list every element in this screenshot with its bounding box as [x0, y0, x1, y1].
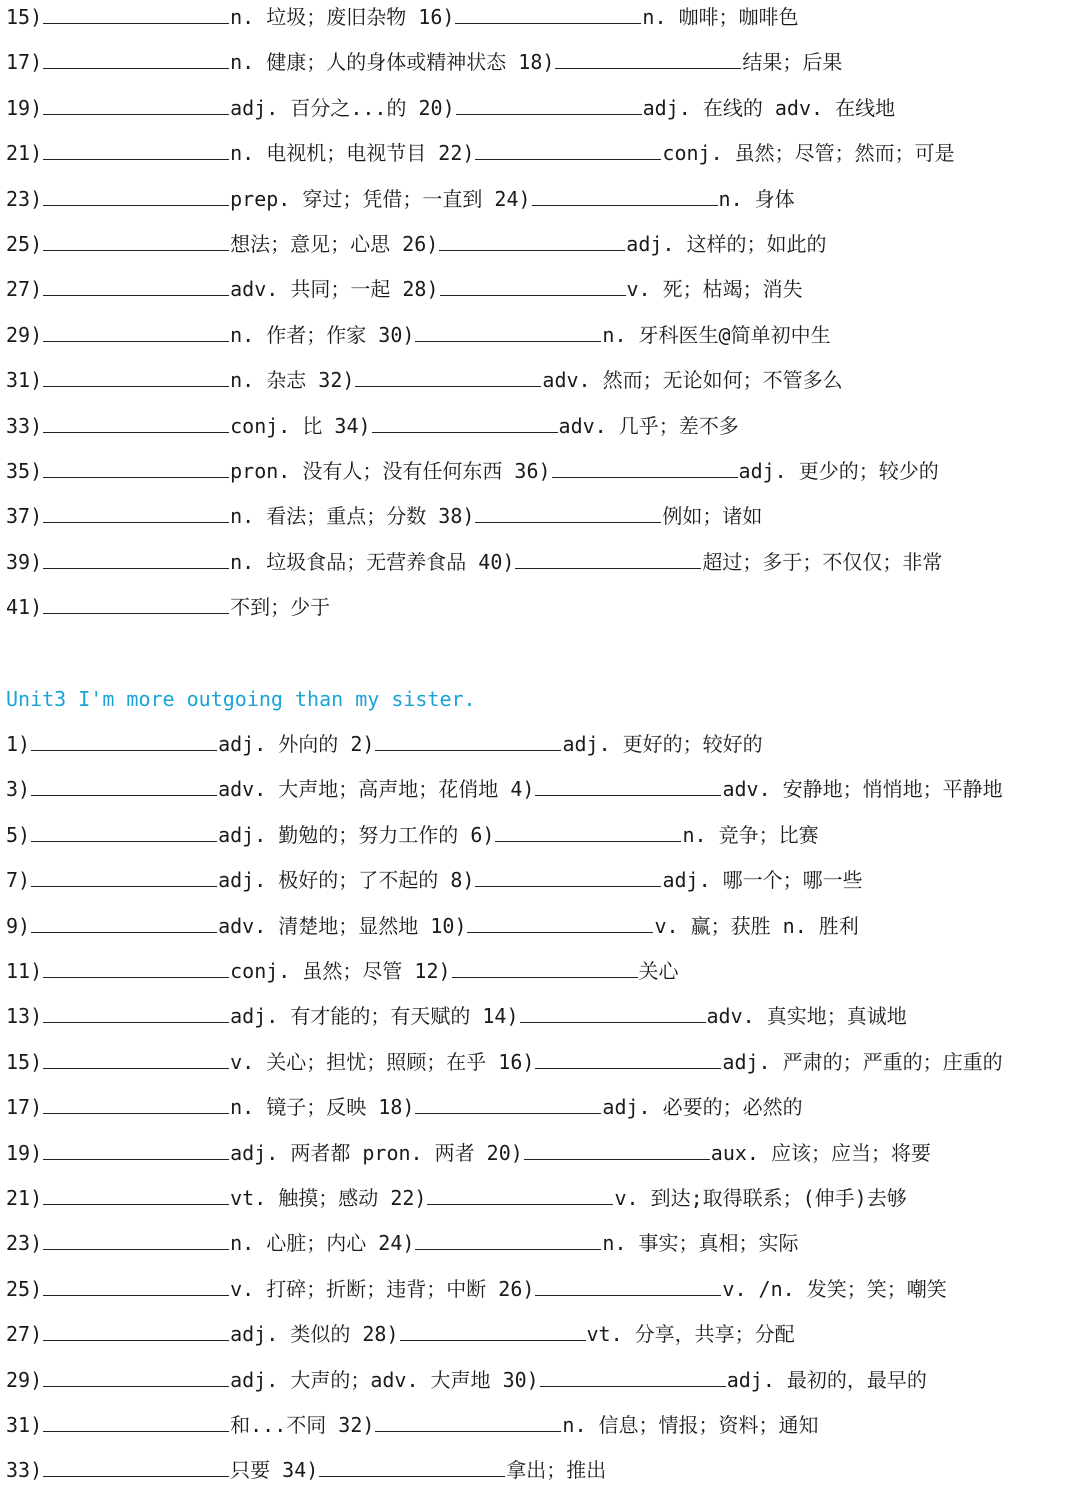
item-number: 24): [378, 1231, 415, 1256]
answer-blank[interactable]: [43, 1409, 229, 1432]
answer-blank[interactable]: [535, 1273, 721, 1296]
definition-text: 想法；意见；心思: [230, 232, 391, 256]
item-number: 7): [6, 868, 31, 893]
item-number: 26): [498, 1276, 535, 1301]
item-number: 29): [6, 1367, 43, 1392]
definition-text: n. 健康；人的身体或精神状态: [230, 50, 507, 75]
vocab-item: [510, 777, 1002, 801]
answer-blank[interactable]: [43, 546, 229, 569]
vocab-item: [6, 1186, 378, 1210]
answer-blank[interactable]: [31, 864, 217, 887]
vocab-item: [6, 141, 426, 165]
answer-blank[interactable]: [43, 46, 229, 69]
definition-text: n. 镜子；反映: [230, 1095, 367, 1120]
answer-blank[interactable]: [43, 228, 229, 251]
item-number: 19): [6, 1140, 43, 1165]
definition-text: adj. 百分之...的: [230, 95, 407, 120]
item-number: 36): [514, 459, 551, 483]
vocab-item: [6, 777, 498, 801]
vocab-item: [478, 550, 942, 574]
answer-blank[interactable]: [375, 728, 561, 751]
answer-blank[interactable]: [31, 819, 217, 842]
definition-text: adv. 大声地；高声地；花俏地: [218, 777, 499, 802]
definition-text: adj. 最初的，最早的: [726, 1367, 927, 1392]
vocab-row: [6, 499, 762, 533]
item-number: 25): [6, 1276, 43, 1301]
definition-text: 结果；后果: [742, 50, 843, 75]
definition-text: conj. 虽然；尽管: [230, 959, 403, 983]
definition-text: adj. 极好的；了不起的: [218, 868, 439, 893]
definition-text: adj. 有才能的；有天赋的: [230, 1004, 471, 1029]
item-number: 3): [6, 777, 31, 802]
definition-text: n. 咖啡；咖啡色: [642, 5, 799, 29]
item-number: 20): [418, 95, 455, 120]
answer-blank[interactable]: [452, 955, 638, 978]
item-number: 26): [402, 232, 439, 256]
vocab-item: [390, 1186, 906, 1210]
vocab-item: [418, 5, 798, 29]
item-number: 10): [430, 913, 467, 938]
definition-text: v. 打碎；折断；违背；中断: [230, 1276, 487, 1301]
vocab-row: [6, 1408, 819, 1442]
item-number: 11): [6, 959, 43, 983]
answer-blank[interactable]: [467, 910, 653, 933]
definition-text: adv. 真实地；真诚地: [706, 1004, 907, 1029]
answer-blank[interactable]: [475, 500, 661, 523]
vocab-row: [6, 1453, 606, 1487]
definition-text: adj. 更少的；较少的: [738, 459, 939, 483]
definition-text: n. 竞争；比赛: [682, 822, 819, 847]
item-number: 41): [6, 595, 43, 620]
answer-blank[interactable]: [532, 183, 718, 206]
answer-blank[interactable]: [43, 1, 229, 24]
vocab-item: [6, 1095, 366, 1119]
vocab-item: [6, 732, 338, 756]
item-number: 28): [402, 277, 439, 302]
definition-text: adj. 类似的: [230, 1322, 351, 1347]
definition-text: v. 死；枯竭；消失: [626, 277, 803, 302]
definition-text: n. 事实；真相；实际: [602, 1231, 799, 1256]
item-number: 28): [362, 1322, 399, 1347]
item-number: 6): [470, 822, 495, 847]
vocab-item: [378, 323, 830, 347]
answer-blank[interactable]: [535, 1046, 721, 1069]
definition-text: adj. 哪一个；哪一些: [662, 868, 863, 893]
vocab-row: [6, 1090, 803, 1124]
vocab-item: [318, 368, 842, 392]
definition-text: v. 关心；担忧；照顾；在乎: [230, 1049, 487, 1074]
item-number: 1): [6, 732, 31, 756]
answer-blank[interactable]: [427, 1182, 613, 1205]
definition-text: vt. 触摸；感动: [230, 1186, 379, 1210]
vocab-item: [6, 868, 438, 892]
definition-text: vt. 分享，共享；分配: [586, 1322, 795, 1347]
definition-text: adj. 两者都 pron. 两者: [230, 1140, 475, 1165]
vocab-item: [414, 959, 678, 983]
answer-blank[interactable]: [555, 46, 741, 69]
answer-blank[interactable]: [43, 364, 229, 387]
item-number: 30): [378, 322, 415, 347]
item-number: 18): [518, 50, 555, 75]
item-number: 40): [478, 549, 515, 574]
definition-text: adj. 更好的；较好的: [562, 732, 763, 756]
vocab-row: [6, 590, 330, 624]
definition-text: prep. 穿过；凭借；一直到: [230, 186, 483, 211]
item-number: 4): [510, 777, 535, 802]
definition-text: n. 垃圾食品；无营养食品: [230, 549, 467, 574]
answer-blank[interactable]: [43, 1273, 229, 1296]
item-number: 2): [350, 732, 375, 756]
answer-blank[interactable]: [43, 1091, 229, 1114]
vocab-item: [6, 1141, 475, 1165]
vocab-row: [6, 818, 819, 852]
definition-text: 不到；少于: [230, 595, 331, 620]
item-number: 33): [6, 1458, 43, 1483]
definition-text: 关心: [638, 959, 679, 983]
definition-text: 例如；诸如: [662, 504, 763, 529]
answer-blank[interactable]: [415, 1091, 601, 1114]
item-number: 12): [414, 959, 451, 983]
definition-text: v. 赢；获胜 n. 胜利: [654, 913, 859, 938]
vocab-item: [6, 823, 458, 847]
item-number: 13): [6, 1004, 43, 1029]
vocab-item: [419, 96, 896, 120]
answer-blank[interactable]: [319, 1454, 505, 1477]
answer-blank[interactable]: [475, 137, 661, 160]
item-number: 22): [438, 141, 475, 166]
answer-blank[interactable]: [43, 1137, 229, 1160]
item-number: 17): [6, 1095, 43, 1120]
vocab-item: [487, 1141, 931, 1165]
vocab-item: [494, 187, 794, 211]
answer-blank[interactable]: [43, 955, 229, 978]
answer-blank[interactable]: [43, 273, 229, 296]
item-number: 16): [418, 5, 455, 29]
definition-text: n. 电视机；电视节目: [230, 141, 427, 166]
definition-text: adv. 几乎；差不多: [558, 413, 739, 438]
item-number: 19): [6, 95, 43, 120]
vocab-item: [438, 504, 762, 528]
answer-blank[interactable]: [520, 1000, 706, 1023]
vocab-item: [6, 1004, 470, 1028]
answer-blank[interactable]: [552, 455, 738, 478]
vocab-row: [6, 0, 799, 34]
vocab-item: [362, 1322, 794, 1346]
definition-text: n. 牙科医生@简单初中生: [602, 322, 831, 347]
vocab-row: [6, 45, 842, 79]
answer-blank[interactable]: [43, 1454, 229, 1477]
item-number: 18): [378, 1095, 415, 1120]
vocab-row: [6, 1272, 947, 1306]
vocab-item: [6, 459, 502, 483]
definition-text: 拿出；推出: [506, 1458, 607, 1483]
item-number: 5): [6, 822, 31, 847]
vocab-item: [6, 277, 390, 301]
vocab-item: [498, 1050, 1002, 1074]
answer-blank[interactable]: [455, 1, 641, 24]
definition-text: adv. 共同；一起: [230, 277, 391, 302]
vocab-row: [6, 1363, 927, 1397]
vocab-row: [6, 863, 863, 897]
item-number: 21): [6, 141, 43, 166]
item-number: 17): [6, 50, 43, 75]
vocab-item: [6, 1231, 366, 1255]
answer-blank[interactable]: [535, 773, 721, 796]
vocab-row: [6, 909, 859, 943]
answer-blank[interactable]: [495, 819, 681, 842]
answer-blank[interactable]: [440, 273, 626, 296]
vocab-item: [6, 595, 330, 619]
vocab-row: [6, 1181, 907, 1215]
vocab-item: [6, 1277, 486, 1301]
vocab-item: [402, 277, 802, 301]
unit3-title: Unit3 I'm more outgoing than my sister.: [6, 687, 476, 711]
item-number: 27): [6, 277, 43, 302]
answer-blank[interactable]: [43, 1182, 229, 1205]
definition-text: adv. 安静地；悄悄地；平静地: [722, 777, 1003, 802]
vocab-item: [6, 1458, 270, 1482]
vocab-row: [6, 999, 907, 1033]
definition-text: adv. 清楚地；显然地: [218, 913, 419, 938]
vocab-row: [6, 1136, 931, 1170]
vocab-row: [6, 1226, 799, 1260]
vocab-item: [402, 232, 826, 256]
item-number: 35): [6, 459, 43, 483]
answer-blank[interactable]: [31, 728, 217, 751]
answer-blank[interactable]: [415, 1227, 601, 1250]
item-number: 31): [6, 1413, 43, 1437]
vocab-row: [6, 772, 1003, 806]
vocab-row: [6, 1045, 1003, 1079]
vocab-item: [6, 1050, 486, 1074]
vocab-row: [6, 454, 939, 488]
definition-text: adj. 外向的: [218, 732, 339, 756]
vocab-item: [470, 823, 818, 847]
vocab-row: [6, 727, 763, 761]
answer-blank[interactable]: [43, 319, 229, 342]
vocab-row: [6, 363, 843, 397]
item-number: 20): [486, 1140, 523, 1165]
vocab-item: [378, 1095, 802, 1119]
definition-text: 只要: [230, 1458, 271, 1483]
item-number: 15): [6, 1049, 43, 1074]
item-number: 23): [6, 186, 43, 211]
vocab-item: [6, 550, 466, 574]
answer-blank[interactable]: [31, 910, 217, 933]
vocab-item: [350, 732, 762, 756]
answer-blank[interactable]: [43, 1046, 229, 1069]
vocab-item: [338, 1413, 818, 1437]
item-number: 24): [494, 186, 531, 211]
definition-text: conj. 虽然；尽管；然而；可是: [662, 141, 955, 166]
item-number: 21): [6, 1186, 43, 1210]
vocab-item: [6, 414, 322, 438]
vocab-item: [438, 141, 954, 165]
definition-text: v. 到达;取得联系；(伸手)去够: [614, 1186, 907, 1210]
item-number: 25): [6, 232, 43, 256]
answer-blank[interactable]: [43, 410, 229, 433]
item-number: 37): [6, 504, 43, 529]
answer-blank[interactable]: [400, 1318, 586, 1341]
vocab-item: [6, 232, 390, 256]
answer-blank[interactable]: [31, 773, 217, 796]
answer-blank[interactable]: [415, 319, 601, 342]
vocab-row: [6, 409, 739, 443]
vocab-row: [6, 545, 942, 579]
answer-blank[interactable]: [43, 92, 229, 115]
item-number: 16): [498, 1049, 535, 1074]
vocab-item: [6, 96, 406, 120]
vocab-item: [6, 914, 418, 938]
item-number: 30): [502, 1367, 539, 1392]
definition-text: adj. 勤勉的；努力工作的: [218, 822, 459, 847]
definition-text: conj. 比: [230, 413, 323, 438]
answer-blank[interactable]: [43, 455, 229, 478]
item-number: 39): [6, 549, 43, 574]
vocab-item: [6, 1368, 491, 1392]
definition-text: adj. 必要的；必然的: [602, 1095, 803, 1120]
answer-blank[interactable]: [43, 137, 229, 160]
answer-blank[interactable]: [515, 546, 701, 569]
definition-text: n. 心脏；内心: [230, 1231, 367, 1256]
vocab-item: [6, 959, 402, 983]
definition-text: adj. 在线的 adv. 在线地: [642, 95, 896, 120]
definition-text: v. /n. 发笑；笑；嘲笑: [722, 1276, 947, 1301]
vocab-item: [518, 50, 842, 74]
answer-blank[interactable]: [375, 1409, 561, 1432]
vocab-item: [6, 323, 366, 347]
definition-text: adj. 大声的；adv. 大声地: [230, 1367, 491, 1392]
vocab-item: [514, 459, 938, 483]
vocab-row: [6, 182, 795, 216]
answer-blank[interactable]: [43, 500, 229, 523]
item-number: 31): [6, 368, 43, 393]
vocab-item: [6, 1322, 350, 1346]
vocab-row: [6, 272, 803, 306]
item-number: 29): [6, 322, 43, 347]
definition-text: n. 身体: [718, 186, 795, 211]
vocab-item: [334, 414, 738, 438]
vocab-item: [6, 50, 506, 74]
vocab-item: [430, 914, 858, 938]
vocab-item: [503, 1368, 927, 1392]
answer-blank[interactable]: [456, 92, 642, 115]
item-number: 33): [6, 413, 43, 438]
answer-blank[interactable]: [372, 410, 558, 433]
answer-blank[interactable]: [43, 591, 229, 614]
vocab-item: [378, 1231, 798, 1255]
definition-text: adj. 严肃的；严重的；庄重的: [722, 1049, 1003, 1074]
item-number: 22): [390, 1186, 427, 1210]
answer-blank[interactable]: [540, 1364, 726, 1387]
definition-text: n. 作者；作家: [230, 322, 367, 347]
definition-text: aux. 应该；应当；将要: [710, 1140, 932, 1165]
vocab-item: [6, 5, 406, 29]
definition-text: n. 看法；重点；分数: [230, 504, 427, 529]
answer-blank[interactable]: [43, 1318, 229, 1341]
vocab-item: [6, 368, 306, 392]
answer-blank[interactable]: [43, 183, 229, 206]
item-number: 32): [318, 368, 355, 393]
vocab-row: [6, 136, 955, 170]
definition-text: 和...不同: [230, 1413, 327, 1437]
vocab-row: [6, 227, 827, 261]
vocab-item: [282, 1458, 606, 1482]
definition-text: adj. 这样的；如此的: [626, 232, 827, 256]
item-number: 34): [334, 413, 371, 438]
definition-text: n. 信息；情报；资料；通知: [562, 1413, 819, 1437]
item-number: 9): [6, 913, 31, 938]
answer-blank[interactable]: [355, 364, 541, 387]
vocab-row: [6, 1317, 795, 1351]
item-number: 34): [282, 1458, 319, 1483]
vocab-item: [450, 868, 862, 892]
vocab-item: [6, 504, 426, 528]
vocab-item: [6, 1413, 326, 1437]
vocab-item: [6, 187, 482, 211]
answer-blank[interactable]: [524, 1137, 710, 1160]
vocab-row: [6, 954, 679, 988]
item-number: 38): [438, 504, 475, 529]
answer-blank[interactable]: [43, 1364, 229, 1387]
answer-blank[interactable]: [475, 864, 661, 887]
item-number: 32): [338, 1413, 375, 1437]
vocab-item: [498, 1277, 946, 1301]
item-number: 8): [450, 868, 475, 893]
vocab-row: [6, 91, 895, 125]
answer-blank[interactable]: [439, 228, 625, 251]
answer-blank[interactable]: [43, 1227, 229, 1250]
item-number: 23): [6, 1231, 43, 1256]
definition-text: 超过；多于；不仅仅；非常: [702, 549, 943, 574]
item-number: 27): [6, 1322, 43, 1347]
definition-text: pron. 没有人；没有任何东西: [230, 459, 503, 483]
item-number: 14): [482, 1004, 519, 1029]
vocab-item: [482, 1004, 906, 1028]
definition-text: adv. 然而；无论如何；不管多么: [542, 368, 843, 393]
definition-text: n. 垃圾；废旧杂物: [230, 5, 407, 29]
answer-blank[interactable]: [43, 1000, 229, 1023]
vocab-row: [6, 318, 831, 352]
item-number: 15): [6, 5, 43, 29]
definition-text: n. 杂志: [230, 368, 307, 393]
